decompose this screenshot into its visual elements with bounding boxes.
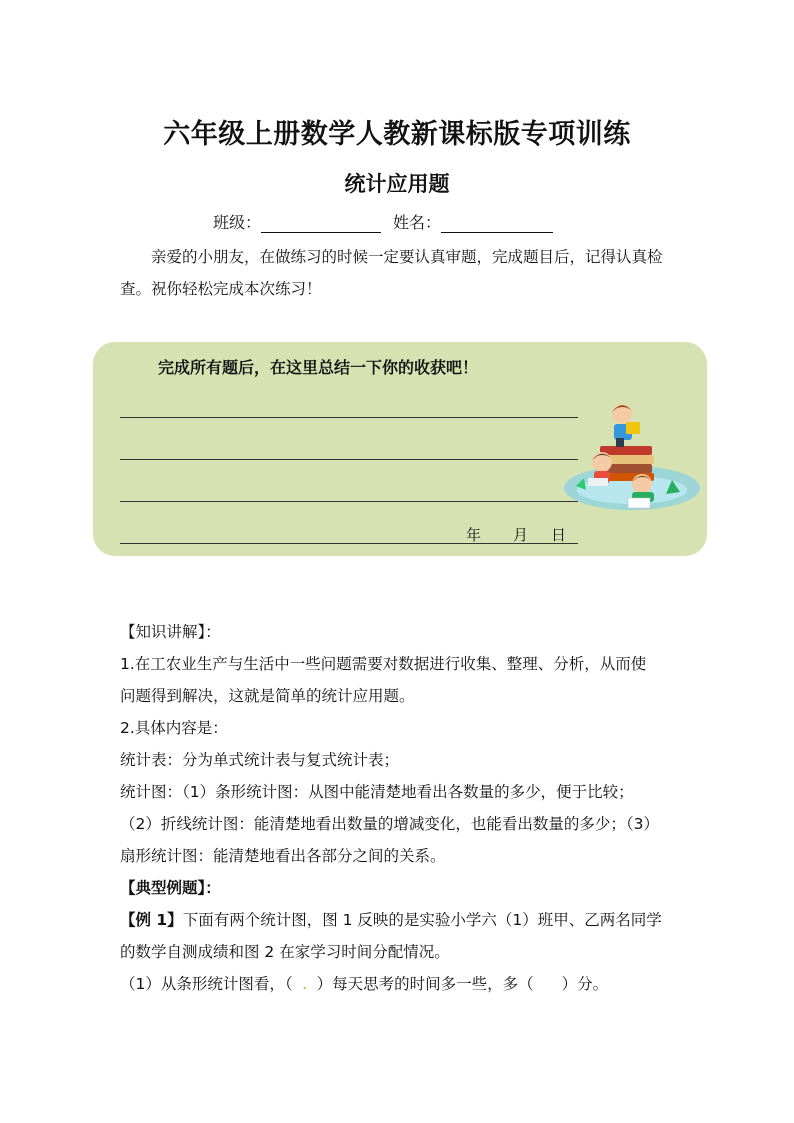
knowledge-p4: 统计图：（1）条形统计图：从图中能清楚地看出各数量的多少，便于比较； (120, 783, 634, 801)
writing-line-4[interactable] (120, 542, 578, 544)
class-name-line (213, 210, 553, 233)
example-1-text: 下面有两个统计图，图 1 反映的是实验小学六（1）班甲、乙两名同学 (182, 911, 662, 929)
class-blank[interactable] (261, 212, 381, 233)
question-1-part1: （1）从条形统计图看，（ (120, 975, 293, 993)
summary-prompt: 完成所有题后，在这里总结一下你的收获吧！ (158, 358, 479, 377)
answer-dot: . (302, 975, 308, 993)
knowledge-p2: 2.具体内容是： (120, 719, 228, 737)
question-1-part2: ）每天思考的时间多一些，多（ (316, 975, 534, 993)
name-label: 姓名： (393, 213, 442, 232)
kids-reading-books-illustration (562, 396, 700, 522)
date-year: 年 (466, 526, 482, 544)
class-label: 班级： (213, 213, 262, 232)
knowledge-p5: （2）折线统计图：能清楚地看出数量的增减变化，也能看出数量的多少；（3） (120, 815, 659, 833)
knowledge-p6: 扇形统计图：能清楚地看出各部分之间的关系。 (120, 847, 446, 865)
example-1-line1 (120, 904, 690, 936)
intro-paragraph (120, 241, 680, 305)
question-1 (120, 968, 690, 1000)
date-month: 月 (513, 526, 529, 544)
page-title: 六年级上册数学人教新课标版专项训练 (163, 119, 631, 150)
knowledge-section (120, 616, 690, 1000)
example-1-tag: 【例 1】 (120, 911, 183, 929)
page-subtitle: 统计应用题 (344, 172, 450, 196)
date-day: 日 (551, 526, 567, 544)
example-1-line2: 的数学自测成绩和图 2 在家学习时间分配情况。 (120, 943, 450, 961)
writing-line-2[interactable] (120, 458, 578, 460)
writing-line-3[interactable] (120, 500, 578, 502)
examples-heading: 【典型例题】： (120, 879, 221, 897)
knowledge-p1-line2: 问题得到解决，这就是简单的统计应用题。 (120, 687, 415, 705)
name-blank[interactable] (441, 212, 553, 233)
question-1-part3: ）分。 (561, 975, 609, 993)
writing-line-1[interactable] (120, 416, 578, 418)
knowledge-heading: 【知识讲解】： (120, 623, 221, 641)
knowledge-p1-line1: 1.在工农业生产与生活中一些问题需要对数据进行收集、整理、分析，从而使 (120, 655, 647, 673)
intro-line-1: 亲爱的小朋友，在做练习的时候一定要认真审题，完成题目后，记得认真检 (151, 248, 663, 266)
knowledge-p3: 统计表：分为单式统计表与复式统计表； (120, 751, 400, 769)
intro-line-2: 查。祝你轻松完成本次练习！ (120, 280, 322, 298)
answer-blank-1[interactable] (293, 968, 317, 1000)
